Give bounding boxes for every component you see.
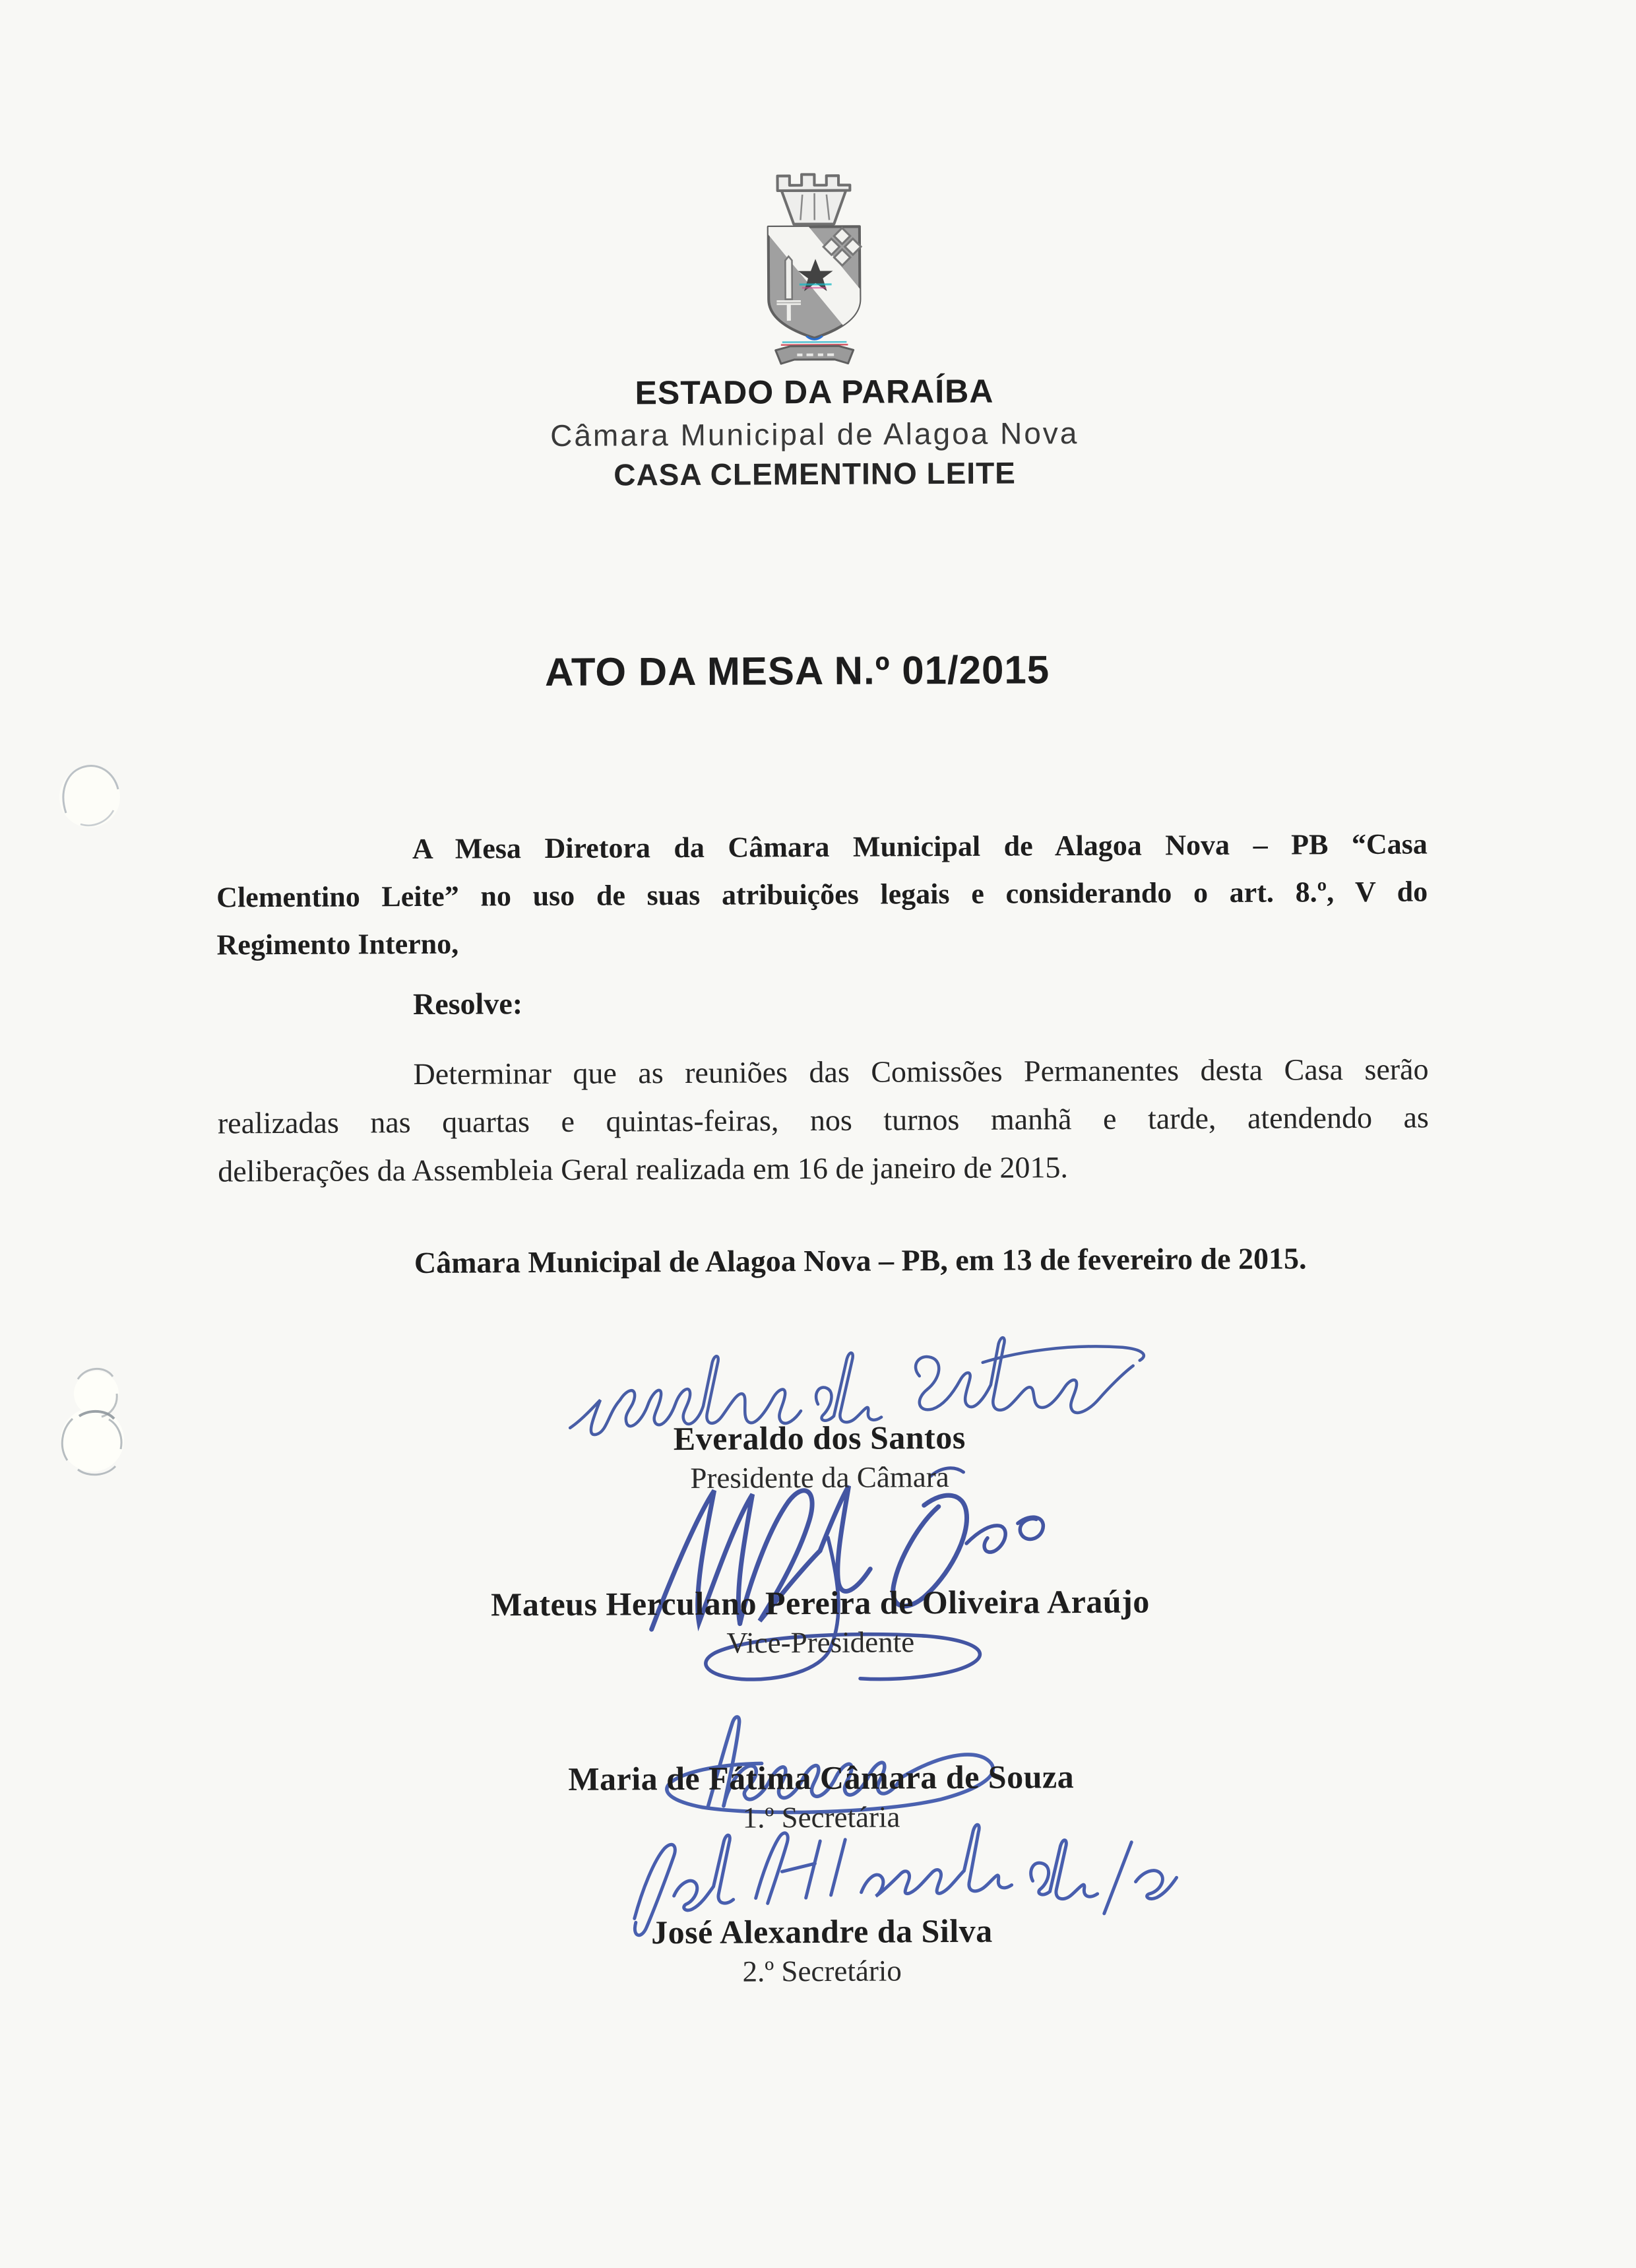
coat-of-arms-icon xyxy=(739,159,889,368)
dateline: Câmara Municipal de Alagoa Nova – PB, em 13 de fevereiro de 2015. xyxy=(414,1241,1307,1280)
determination-line: Determinar que as reuniões das Comissões Permanentes desta Casa serão xyxy=(413,1052,1429,1091)
signatory-name: Everaldo dos Santos xyxy=(673,1418,966,1458)
preamble-line: A Mesa Diretora da Câmara Municipal de Alagoa Nova – PB “Casa xyxy=(412,827,1428,866)
signature-block-second-secretary xyxy=(4,1907,1636,1994)
signatory-name: Maria de Fátima Câmara de Souza xyxy=(568,1758,1075,1798)
signature-block-president xyxy=(1,1413,1636,1501)
signatory-role: Presidente da Câmara xyxy=(690,1460,949,1495)
signatory-name: José Alexandre da Silva xyxy=(650,1912,993,1951)
signatory-role: 2.º Secretário xyxy=(742,1954,902,1988)
letterhead-chamber: Câmara Municipal de Alagoa Nova xyxy=(550,416,1079,453)
preamble-line: Clementino Leite” no uso de suas atribuições legais e considerando o art. 8.º, V do xyxy=(216,875,1428,914)
determination-line: realizadas nas quartas e quintas-feiras, nos turnos manhã e tarde, atendendo as xyxy=(217,1100,1430,1140)
signature-block-first-secretary xyxy=(3,1753,1636,1840)
signatory-role: Vice-Presidente xyxy=(726,1625,915,1660)
signatory-role: 1.º Secretária xyxy=(742,1800,900,1834)
document-title: ATO DA MESA N.º 01/2015 xyxy=(544,647,1050,695)
preamble-line: Regimento Interno, xyxy=(216,927,459,961)
letterhead-house: CASA CLEMENTINO LEITE xyxy=(614,455,1017,492)
determination-paragraph xyxy=(217,1045,1429,1195)
letterhead-state: ESTADO DA PARAÍBA xyxy=(635,372,994,412)
letterhead xyxy=(0,156,1633,496)
signature-block-vice-president xyxy=(2,1578,1636,1666)
signatory-name: Mateus Herculano Pereira de Oliveira Araújo xyxy=(491,1582,1150,1623)
preamble-paragraph xyxy=(216,820,1428,969)
determination-line: deliberações da Assembleia Geral realizada em 16 de janeiro de 2015. xyxy=(218,1150,1069,1188)
resolve-label: Resolve: xyxy=(412,987,523,1021)
